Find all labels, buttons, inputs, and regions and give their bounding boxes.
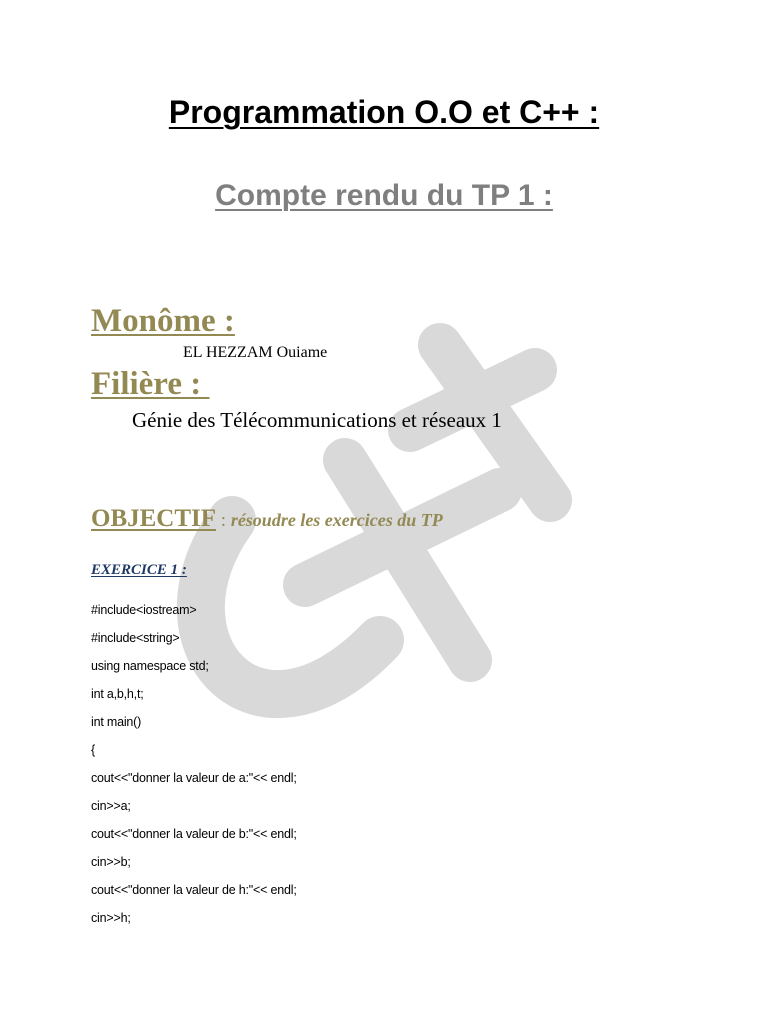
document-subtitle: Compte rendu du TP 1 : — [215, 179, 553, 212]
filiere-heading: Filière : — [91, 366, 210, 402]
code-line: cin>>a; — [91, 799, 131, 813]
code-line: cin>>h; — [91, 911, 131, 925]
code-line: #include<string> — [91, 631, 180, 645]
code-line: cout<<"donner la valeur de b:"<< endl; — [91, 827, 297, 841]
code-line: { — [91, 743, 95, 757]
code-line: using namespace std; — [91, 659, 209, 673]
objectif-section — [91, 503, 443, 538]
code-block — [91, 599, 297, 935]
document-title: Programmation O.O et C++ : — [168, 94, 600, 130]
objectif-separator: : — [216, 510, 231, 531]
objectif-label: OBJECTIF — [91, 505, 217, 532]
code-line: cout<<"donner la valeur de a:"<< endl; — [91, 771, 297, 785]
code-line: #include<iostream> — [91, 603, 197, 617]
monome-name: EL HEZZAM Ouiame — [183, 344, 328, 361]
monome-heading: Monôme : — [91, 303, 235, 339]
code-line: int main() — [91, 715, 142, 729]
code-line: int a,b,h,t; — [91, 687, 144, 701]
code-line: cin>>b; — [91, 855, 131, 869]
filiere-value: Génie des Télécommunications et réseaux 1 — [132, 408, 502, 432]
objectif-text: résoudre les exercices du TP — [230, 510, 443, 530]
code-line: cout<<"donner la valeur de h:"<< endl; — [91, 883, 297, 897]
exercise-title: EXERCICE 1 : — [91, 562, 187, 578]
